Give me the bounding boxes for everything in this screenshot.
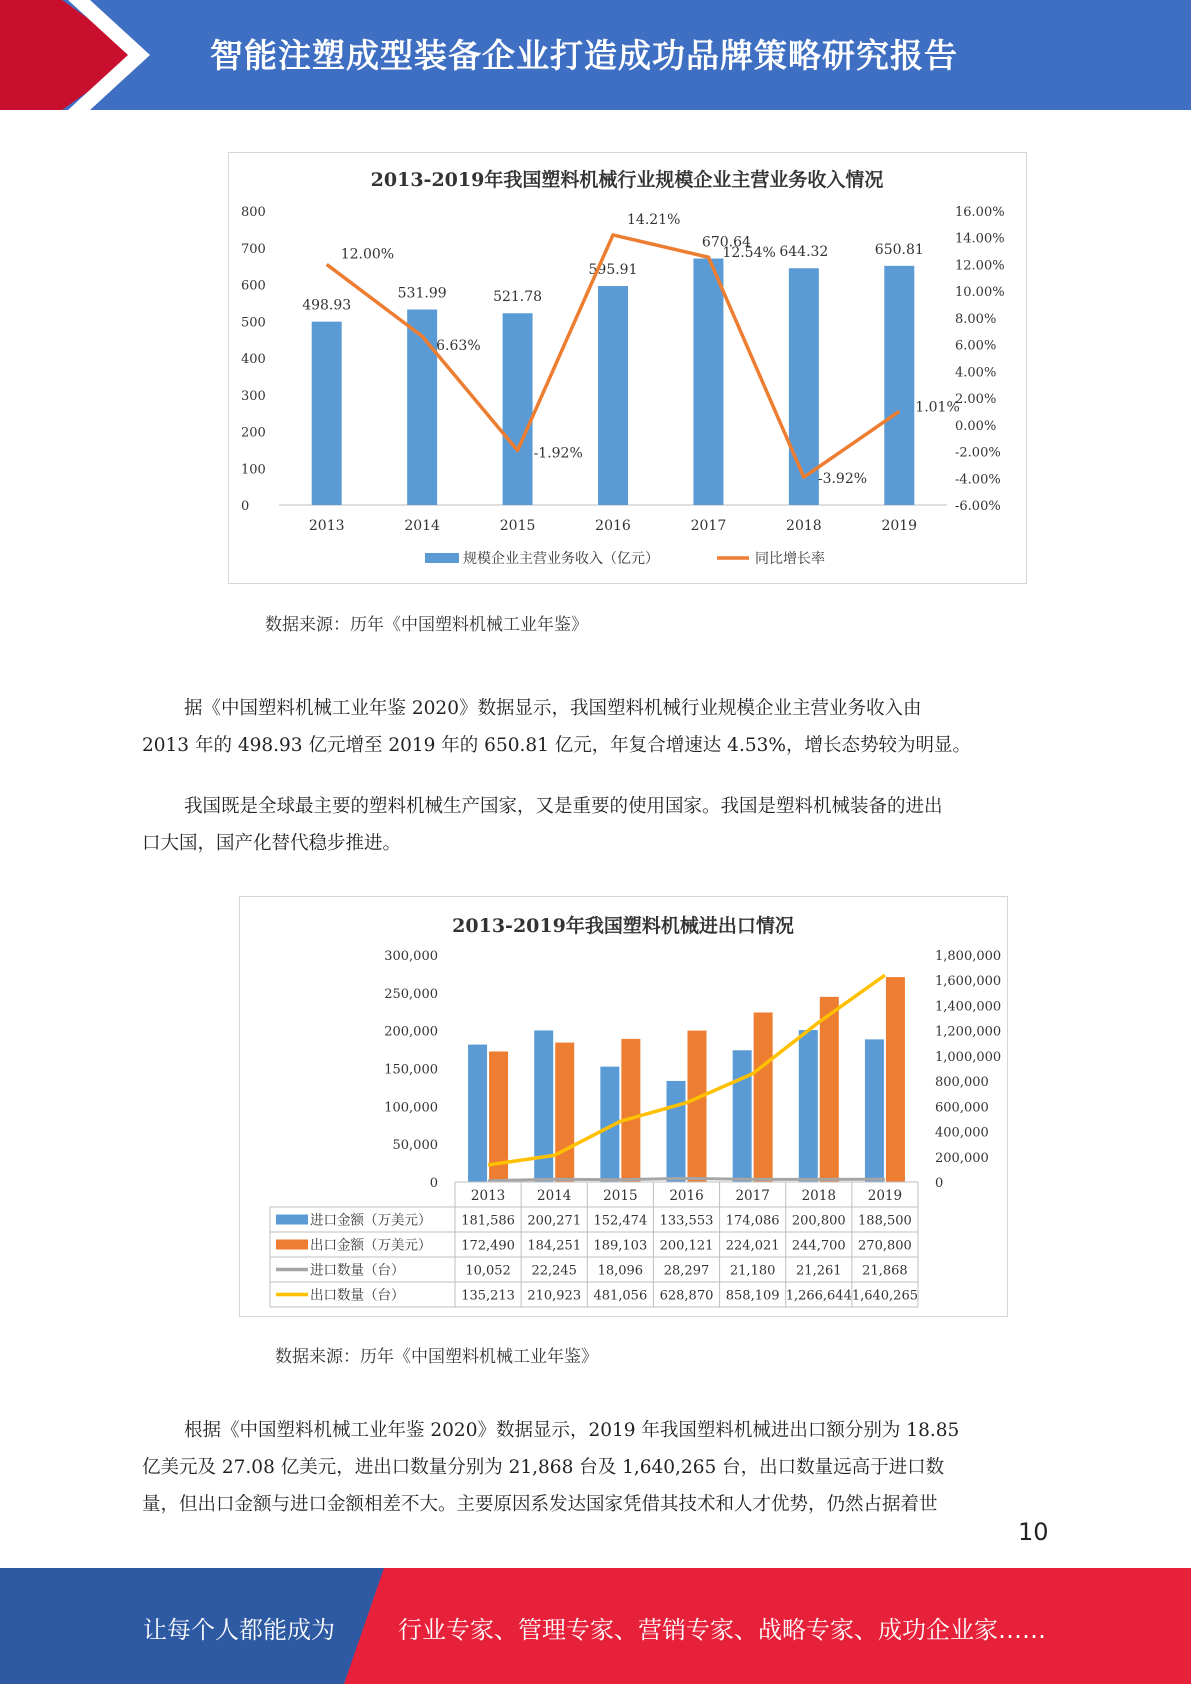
chart2-legend-label: 出口数量（台） xyxy=(310,1287,405,1304)
chart1-y-left-tick: 800 xyxy=(241,205,266,220)
chart2-x-tick: 2018 xyxy=(801,1188,836,1204)
chart2-x-tick: 2015 xyxy=(603,1188,638,1204)
revenue-chart-svg xyxy=(229,153,1025,582)
footer-slogan-right: 行业专家、管理专家、营销专家、战略专家、成功企业家…… xyxy=(398,1616,1046,1644)
paragraph-1 xyxy=(142,690,1052,764)
chart2-legend-label: 进口金额（万美元） xyxy=(310,1212,432,1229)
chart1-x-tick: 2017 xyxy=(690,518,727,534)
chart2-table-cell: 21,868 xyxy=(862,1263,908,1279)
chart1-y-left-tick: 700 xyxy=(241,241,266,257)
chart2-table-cell: 1,640,265 xyxy=(851,1288,919,1304)
chart1-bar-label: 521.78 xyxy=(493,289,543,306)
chart2-table-cell: 181,586 xyxy=(461,1213,515,1229)
chart1-bar xyxy=(693,259,723,505)
chart1-title: 2013-2019年我国塑料机械行业规模企业主营业务收入情况 xyxy=(370,169,884,191)
chart1-x-tick: 2013 xyxy=(308,518,345,534)
chart1-legend-bar-swatch xyxy=(425,553,459,563)
chart2-y-left-tick: 100,000 xyxy=(384,1100,438,1116)
chart2-x-tick: 2013 xyxy=(470,1188,506,1204)
chart2-table-cell: 1,266,644 xyxy=(785,1288,852,1304)
chart2-x-tick: 2017 xyxy=(735,1188,770,1204)
chart2-legend-swatch xyxy=(276,1215,308,1225)
chart1-line-label: 14.21% xyxy=(627,211,681,228)
chart2-export-value-bar xyxy=(886,977,905,1182)
chart1-x-tick: 2019 xyxy=(881,518,918,534)
chart1-legend-bar-label: 规模企业主营业务收入（亿元） xyxy=(463,551,659,567)
chart1-bar xyxy=(503,313,533,505)
chart1-x-tick: 2018 xyxy=(786,518,822,534)
chart2-table-cell: 188,500 xyxy=(858,1213,912,1229)
chart2-export-value-bar xyxy=(688,1031,707,1182)
chart2-table-cell: 189,103 xyxy=(593,1238,648,1254)
chart2-table-cell: 135,213 xyxy=(461,1288,515,1304)
chart2-table-cell: 244,700 xyxy=(791,1238,846,1254)
chart2-export-value-bar xyxy=(754,1012,773,1182)
chart1-y-right-tick: 12.00% xyxy=(955,258,1005,274)
chart2-table-cell: 481,056 xyxy=(593,1288,648,1304)
chart2-y-left-tick: 200,000 xyxy=(384,1024,438,1040)
chart1-y-right-tick: 16.00% xyxy=(955,205,1005,220)
chart2-legend-label: 出口金额（万美元） xyxy=(310,1237,432,1254)
chart2-import-qty-line xyxy=(488,1178,885,1180)
data-source-2: 数据来源：历年《中国塑料机械工业年鉴》 xyxy=(275,1347,598,1367)
chart2-export-value-bar xyxy=(820,997,839,1182)
chart2-table-cell: 200,121 xyxy=(659,1238,714,1254)
chart2-y-right-tick: 1,200,000 xyxy=(935,1024,1002,1040)
chart1-y-right-tick: -2.00% xyxy=(955,445,1001,461)
chart1-bar-label: 650.81 xyxy=(874,241,924,258)
paragraph-2-line-2: 口大国，国产化替代稳步推进。 xyxy=(142,833,402,854)
chart2-import-value-bar xyxy=(468,1045,487,1182)
trade-chart-svg xyxy=(240,897,1006,1315)
data-source-1: 数据来源：历年《中国塑料机械工业年鉴》 xyxy=(265,615,588,635)
chart2-y-left-tick: 50,000 xyxy=(392,1138,438,1154)
chart2-y-right-tick: 1,000,000 xyxy=(935,1049,1002,1065)
paragraph-2 xyxy=(142,788,1052,862)
chart2-y-right-tick: 1,600,000 xyxy=(935,974,1002,990)
paragraph-3-line-3: 量，但出口金额与进口金额相差不大。主要原因系发达国家凭借其技术和人才优势，仍然占据着世 xyxy=(142,1494,938,1515)
chart1-legend-line-label: 同比增长率 xyxy=(755,551,825,567)
chart1-y-right-tick: -4.00% xyxy=(955,472,1001,488)
chart1-y-right-tick: 0.00% xyxy=(955,418,997,434)
chart1-y-left-tick: 400 xyxy=(241,352,266,367)
paragraph-2-line-1: 我国既是全球最主要的塑料机械生产国家，又是重要的使用国家。我国是塑料机械装备的进出 xyxy=(184,796,943,817)
trade-chart xyxy=(239,896,1008,1317)
chart2-table-cell: 21,180 xyxy=(729,1263,776,1279)
chart1-bar-label: 670.64 xyxy=(701,234,751,251)
chart1-bar xyxy=(312,322,342,505)
chart1-y-left-tick: 100 xyxy=(241,462,266,478)
chart1-bar-label: 644.32 xyxy=(779,244,829,261)
chart1-y-right-tick: 4.00% xyxy=(955,365,997,381)
chart2-table-cell: 224,021 xyxy=(725,1238,780,1254)
page-footer xyxy=(0,1568,1191,1684)
chart2-y-left-tick: 150,000 xyxy=(384,1062,438,1078)
chart2-y-right-tick: 0 xyxy=(935,1176,944,1191)
chart2-table-cell: 28,297 xyxy=(663,1263,710,1279)
chart2-table-cell: 858,109 xyxy=(725,1288,780,1304)
chart1-y-right-tick: 10.00% xyxy=(955,285,1005,301)
chart2-table-cell: 200,271 xyxy=(527,1213,582,1229)
chart2-table-cell: 210,923 xyxy=(527,1288,582,1304)
chart2-table-cell: 628,870 xyxy=(659,1288,714,1304)
chart2-table-cell: 200,800 xyxy=(791,1213,846,1229)
chart2-export-value-bar xyxy=(555,1043,574,1182)
chart2-y-right-tick: 1,400,000 xyxy=(935,999,1002,1015)
paragraph-3 xyxy=(142,1412,1052,1523)
page-number: 10 xyxy=(1018,1518,1049,1546)
chart2-y-right-tick: 800,000 xyxy=(935,1075,989,1091)
chart2-y-right-tick: 600,000 xyxy=(935,1100,989,1116)
chart2-import-value-bar xyxy=(799,1030,818,1182)
chart2-table-cell: 133,553 xyxy=(659,1213,714,1229)
revenue-chart xyxy=(228,152,1027,584)
chart2-table-cell: 174,086 xyxy=(725,1213,780,1229)
chart1-bar xyxy=(598,286,628,505)
chart2-legend-label: 进口数量（台） xyxy=(310,1262,405,1279)
chart1-y-left-tick: 200 xyxy=(241,425,266,441)
chart1-x-tick: 2016 xyxy=(595,518,631,534)
chart1-y-left-tick: 600 xyxy=(241,278,266,294)
chart2-table-cell: 184,251 xyxy=(527,1238,582,1254)
chart2-y-left-tick: 300,000 xyxy=(384,949,438,964)
chart2-y-right-tick: 400,000 xyxy=(935,1125,989,1141)
chart2-y-left-tick: 250,000 xyxy=(384,986,438,1002)
paragraph-3-line-2: 亿美元及 27.08 亿美元，进出口数量分别为 21,868 台及 1,640,265 台，出口数量远高于进口数 xyxy=(142,1457,945,1478)
chart1-line-label: 6.63% xyxy=(436,338,481,355)
chart1-line-label: -3.92% xyxy=(817,471,868,488)
footer-slogan-left: 让每个人都能成为 xyxy=(143,1616,335,1644)
chart1-bar-label: 498.93 xyxy=(302,297,352,314)
chart1-y-right-tick: -6.00% xyxy=(955,499,1001,514)
chart2-table-cell: 152,474 xyxy=(593,1213,648,1229)
chart2-table-cell: 270,800 xyxy=(858,1238,912,1254)
paragraph-3-line-1: 根据《中国塑料机械工业年鉴 2020》数据显示，2019 年我国塑料机械进出口额分别为 18.85 xyxy=(184,1420,960,1441)
chart1-y-right-tick: 8.00% xyxy=(955,311,997,327)
chart1-bar-label: 595.91 xyxy=(588,262,638,279)
chart2-x-tick: 2014 xyxy=(537,1188,572,1204)
chart2-table-cell: 21,261 xyxy=(796,1263,842,1279)
chart1-y-left-tick: 500 xyxy=(241,315,266,331)
chart2-table-cell: 18,096 xyxy=(597,1263,644,1279)
chart2-y-right-tick: 200,000 xyxy=(935,1150,989,1166)
chart2-import-value-bar xyxy=(865,1039,884,1182)
chart1-line-label: -1.92% xyxy=(533,445,583,462)
chart1-y-right-tick: 14.00% xyxy=(955,231,1005,247)
chart1-bar xyxy=(884,266,914,505)
chart1-y-right-tick: 2.00% xyxy=(955,392,997,408)
chart1-x-tick: 2015 xyxy=(499,518,536,534)
chart1-bar-label: 531.99 xyxy=(397,285,447,302)
paragraph-1-line-1: 据《中国塑料机械工业年鉴 2020》数据显示，我国塑料机械行业规模企业主营业务收入由 xyxy=(184,698,922,719)
chart2-table-cell: 172,490 xyxy=(461,1238,515,1254)
paragraph-1-line-2: 2013 年的 498.93 亿元增至 2019 年的 650.81 亿元，年复合增速达 4.53%，增长态势较为明显。 xyxy=(142,735,971,756)
chart2-import-value-bar xyxy=(667,1081,686,1182)
chart1-y-left-tick: 300 xyxy=(241,388,266,404)
chart2-x-tick: 2016 xyxy=(669,1188,704,1204)
chart2-y-right-tick: 1,800,000 xyxy=(935,949,1002,964)
chart1-line-label: 12.54% xyxy=(722,245,776,262)
chart1-y-right-tick: 6.00% xyxy=(955,338,997,354)
chart2-table-cell: 22,245 xyxy=(531,1263,577,1279)
chart1-line-label: 12.00% xyxy=(340,246,395,263)
chart1-y-left-tick: 0 xyxy=(241,499,250,514)
chart2-export-value-bar xyxy=(621,1039,640,1182)
chart2-y-left-tick: 0 xyxy=(429,1176,438,1191)
chart2-x-tick: 2019 xyxy=(867,1188,903,1204)
chart2-table-cell: 10,052 xyxy=(465,1263,511,1279)
chart2-legend-swatch xyxy=(276,1240,308,1250)
report-title: 智能注塑成型装备企业打造成功品牌策略研究报告 xyxy=(210,36,958,75)
chart2-import-value-bar xyxy=(733,1050,752,1182)
page-header xyxy=(0,0,1191,110)
chart1-x-tick: 2014 xyxy=(404,518,440,534)
chart1-line-label: 1.01% xyxy=(915,399,960,416)
chart2-title: 2013-2019年我国塑料机械进出口情况 xyxy=(452,915,794,937)
